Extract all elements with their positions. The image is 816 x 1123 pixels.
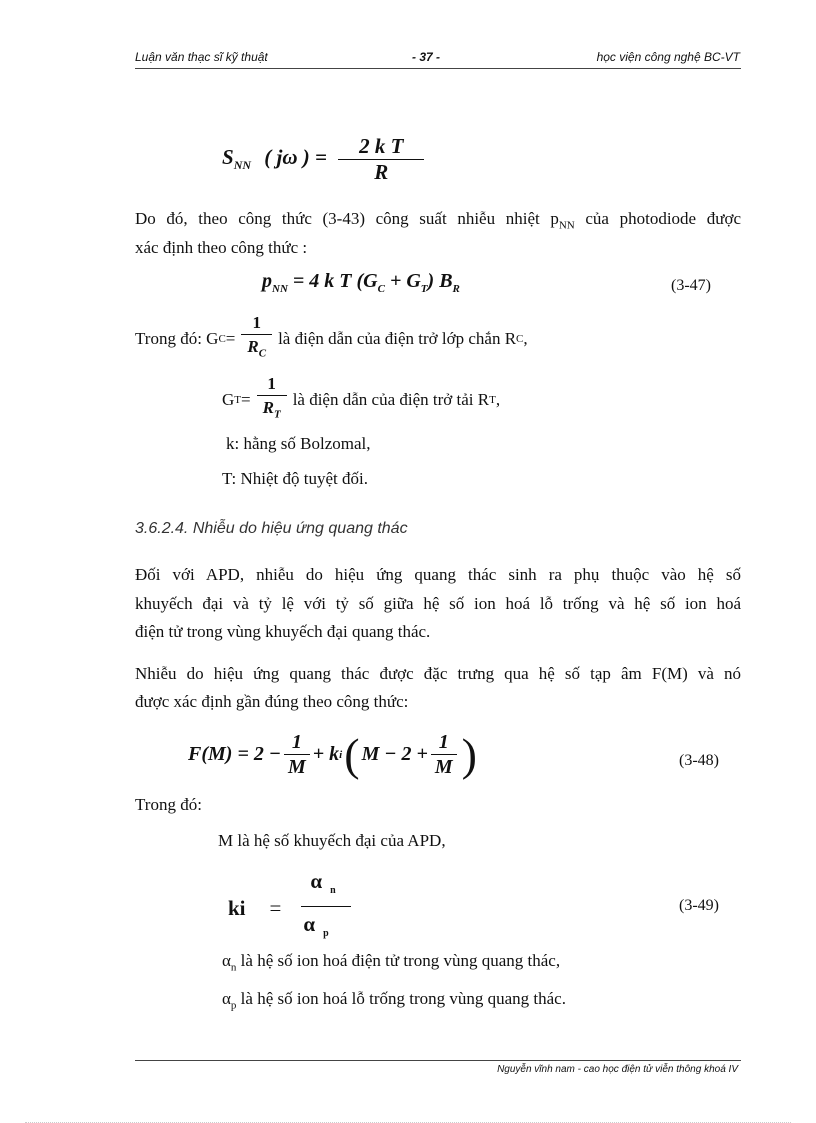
header-left: Luận văn thạc sĩ kỹ thuật: [135, 50, 268, 64]
header-right: học viện công nghệ BC-VT: [596, 50, 740, 64]
equation-3-47: $p_{NN} = 4$ k T $(G_C + G_T)$ $B_R$: [262, 270, 460, 295]
equation-3-48: F(M) = 2 − $\frac{1}{M}$ + k i ( M − 2 + $\frac{1}{M}$ ): [188, 728, 477, 780]
paragraph-2-line-3: điện tử trong vùng khuyếch đại quang thác.: [135, 622, 431, 641]
equation-snn: $S_{NN}$ ( jω ) = $\frac{\text{2 k T}}{R}$: [222, 134, 424, 185]
where-label: Trong đó:: [135, 795, 202, 814]
footer-rule: [135, 1060, 741, 1061]
paragraph-2-line-2: khuyếch đại và tỷ lệ với tỷ số giữa hệ số ion hoá lỗ trống và hệ số ion hoá: [135, 594, 741, 613]
paragraph-3-line-1: Nhiễu do hiệu ứng quang thác được đặc trưng qua hệ số tạp âm F(M) và nó: [135, 664, 741, 683]
header-rule: [135, 68, 741, 69]
paragraph-3-line-2: được xác định gần đúng theo công thức:: [135, 692, 409, 711]
section-heading: 3.6.2.4. Nhiễu do hiệu ứng quang thác: [135, 520, 408, 537]
definition-alpha-p: $\alpha_p$ là hệ số ion hoá lỗ trống trong vùng quang thác.: [222, 989, 566, 1012]
definition-m: M là hệ số khuyếch đại của APD,: [218, 831, 446, 850]
paragraph-1-line-1: Do đó, theo công thức (3-43) công suất nhiễu nhiệt $p_{NN}$ của photodiode được: [135, 209, 741, 232]
paragraph-1-line-2: xác định theo công thức :: [135, 238, 308, 257]
definition-k: k: hằng số Bolzomal,: [226, 434, 371, 453]
paragraph-2-line-1: Đối với APD, nhiễu do hiệu ứng quang thác sinh ra phụ thuộc vào hệ số: [135, 565, 741, 584]
definition-alpha-n: $\alpha_n$ là hệ số ion hoá điện tử trong vùng quang thác,: [222, 951, 561, 974]
definition-t: T: Nhiệt độ tuyệt đối.: [222, 469, 368, 488]
equation-3-49: ki = $\frac{\alpha _n}{\alpha _p}$: [228, 866, 351, 951]
definition-gt: G T = $\frac{1}{R_T}$ là điện dẫn của điện trở tải R T ,: [222, 373, 500, 426]
equation-number-3-49: (3-49): [679, 897, 719, 914]
page-number: - 37 -: [412, 50, 441, 64]
equation-number-3-48: (3-48): [679, 752, 719, 769]
footer-text: Nguyễn vĩnh nam - cao học điện tử viễn thông khoá IV: [497, 1064, 738, 1075]
definition-gc: Trong đó: G C = $\frac{1}{R_C}$ là điện dẫn của điện trở lớp chắn R C ,: [135, 312, 528, 365]
equation-number-3-47: (3-47): [671, 277, 711, 294]
